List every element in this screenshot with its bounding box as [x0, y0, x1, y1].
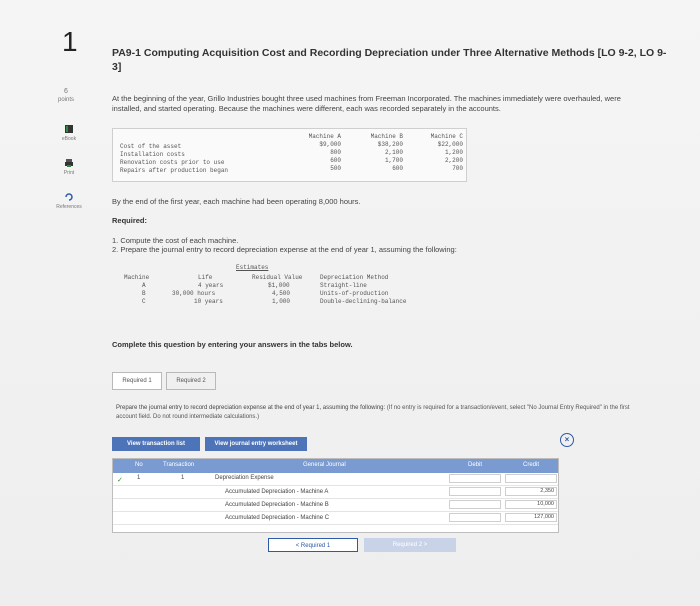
complete-instruction: Complete this question by entering your answers in the tabs below. [112, 340, 353, 349]
journal-transaction: 1 [181, 475, 185, 481]
cost-row-label: Cost of the asset [120, 143, 182, 150]
tab-required-1[interactable]: Required 1 [112, 372, 162, 390]
view-transaction-list-button[interactable]: View transaction list [112, 437, 200, 451]
journal-header-no: No [135, 462, 143, 468]
journal-entry-no: 1 [137, 475, 141, 481]
cost-cell: 800 [330, 149, 341, 156]
cost-cell: 1,200 [444, 149, 463, 156]
cost-cell: $9,000 [319, 141, 341, 148]
cost-cell: 2,200 [444, 157, 463, 164]
cost-cell: 2,100 [384, 149, 403, 156]
journal-header [113, 459, 558, 473]
references-button[interactable] [56, 192, 82, 210]
cost-cell: $38,200 [377, 141, 403, 148]
print-label: Print [63, 170, 75, 176]
operating-text: By the end of the first year, each machine had been operating 8,000 hours. [112, 197, 361, 206]
estimates-group-header: Estimates [236, 264, 269, 271]
est-cell: Straight-line [320, 282, 367, 289]
row-divider [113, 524, 558, 525]
required-item-2: 2. Prepare the journal entry to record depreciation expense at the end of year 1, assuming the following: [112, 245, 457, 254]
cost-cell: 600 [330, 157, 341, 164]
ebook-label: eBook [61, 136, 77, 142]
est-cell: 30,000 hours [172, 290, 216, 297]
next-required-button[interactable]: Required 2 > [364, 538, 456, 552]
journal-account[interactable]: Depreciation Expense [215, 475, 274, 481]
references-icon [64, 192, 74, 202]
debit-input[interactable] [449, 500, 501, 509]
book-icon [64, 124, 74, 134]
debit-input[interactable] [449, 487, 501, 496]
est-header-life: Life [198, 274, 213, 281]
prev-required-button[interactable]: < Required 1 [268, 538, 358, 552]
cost-header-b: Machine B [370, 133, 403, 140]
journal-header-general: General Journal [303, 462, 346, 468]
required-item-1: 1. Compute the cost of each machine. [112, 236, 239, 245]
cost-cell: 700 [452, 165, 463, 172]
cost-table [112, 128, 467, 182]
journal-header-transaction: Transaction [163, 462, 195, 468]
close-icon[interactable]: × [560, 433, 574, 447]
points-indicator [56, 88, 76, 104]
est-cell: $1,000 [268, 282, 290, 289]
est-cell: B [142, 290, 146, 297]
est-header-machine: Machine [124, 274, 150, 281]
journal-account[interactable]: Accumulated Depreciation - Machine C [225, 515, 330, 521]
cost-cell: 500 [330, 165, 341, 172]
cost-cell: 1,700 [384, 157, 403, 164]
print-icon [64, 158, 74, 168]
journal-table [112, 458, 559, 533]
cost-header-a: Machine A [308, 133, 341, 140]
question-number: 1 [62, 26, 78, 57]
row-divider [113, 485, 558, 486]
est-cell: 10 years [194, 298, 223, 305]
points-value: 6 [64, 88, 68, 95]
est-cell: Double-declining-balance [320, 298, 407, 305]
intro-text: At the beginning of the year, Grillo Industries bought three used machines from Freeman Incorporated. The machines immediately were overhauled, were installed, and started operating. Because the machines were different, each was recorded separately in the accounts. [112, 94, 621, 113]
row-divider [113, 511, 558, 512]
instructions [116, 404, 636, 422]
credit-input[interactable]: 2,350 [505, 487, 557, 496]
cost-cell: $22,000 [437, 141, 463, 148]
instructions-hint: (If no entry is required for a transaction/event, select "No Journal Entry Required" in the first account field. Do not round intermediate calculations.) [116, 405, 630, 420]
est-header-residual: Residual Value [252, 274, 303, 281]
points-label: points [57, 97, 74, 103]
question-title: PA9-1 Computing Acquisition Cost and Recording Depreciation under Three Alternative Methods [LO 9-2, LO 9-3] [112, 47, 667, 73]
est-cell: A [142, 282, 146, 289]
cost-header-c: Machine C [430, 133, 463, 140]
check-icon: ✓ [117, 477, 123, 484]
credit-input[interactable]: 127,000 [505, 513, 557, 522]
view-journal-worksheet-button[interactable]: View journal entry worksheet [205, 437, 307, 451]
credit-input[interactable] [505, 474, 557, 483]
estimates-table [112, 256, 467, 316]
debit-input[interactable] [449, 513, 501, 522]
est-header-method: Depreciation Method [320, 274, 389, 281]
print-button[interactable] [56, 158, 82, 176]
est-cell: C [142, 298, 146, 305]
journal-account[interactable]: Accumulated Depreciation - Machine B [225, 502, 329, 508]
cost-row-label: Repairs after production began [120, 167, 229, 174]
journal-header-credit: Credit [523, 462, 540, 468]
row-divider [113, 498, 558, 499]
journal-account[interactable]: Accumulated Depreciation - Machine A [225, 489, 329, 495]
ebook-button[interactable] [56, 124, 82, 142]
required-heading: Required: [112, 216, 148, 225]
tab-required-2[interactable]: Required 2 [166, 372, 216, 390]
references-label: References [56, 204, 82, 210]
est-cell: 4 years [198, 282, 224, 289]
est-cell: Units-of-production [320, 290, 389, 297]
cost-cell: 600 [392, 165, 403, 172]
cost-row-label: Renovation costs prior to use [120, 159, 225, 166]
credit-input[interactable]: 10,000 [505, 500, 557, 509]
est-cell: 4,500 [272, 290, 291, 297]
journal-header-debit: Debit [468, 462, 483, 468]
cost-row-label: Installation costs [120, 151, 185, 158]
est-cell: 1,000 [272, 298, 291, 305]
debit-input[interactable] [449, 474, 501, 483]
instructions-text: Prepare the journal entry to record depreciation expense at the end of year 1, assuming the following: [116, 405, 386, 411]
